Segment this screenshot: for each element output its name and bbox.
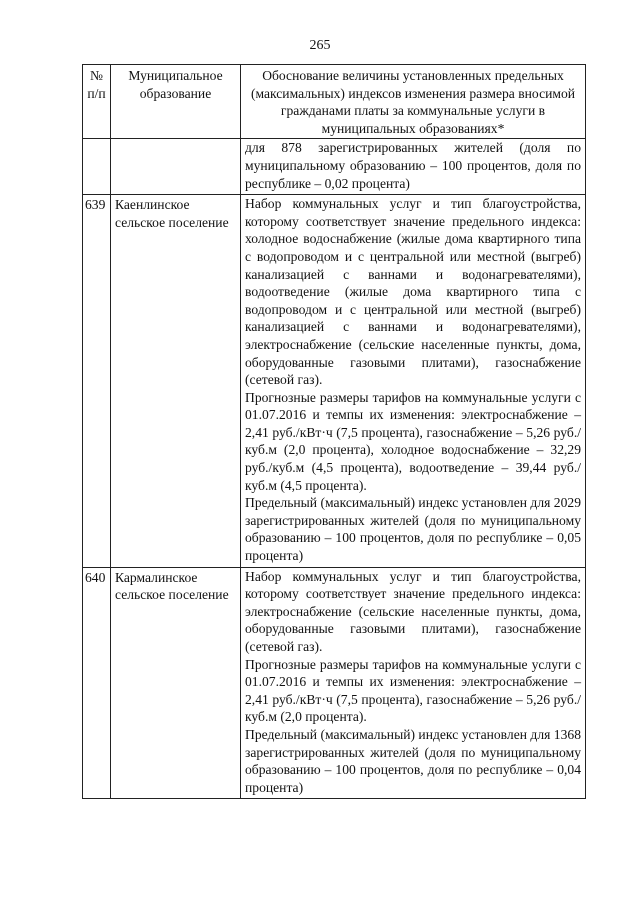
table-row bbox=[83, 195, 586, 567]
justification-paragraph: Прогнозные размеры тарифов на коммунальные услуги с 01.07.2016 и темпы их изменения: электроснабжение – 2,41 руб./кВт·ч (7,5 процента), газоснабжение – 5,26 руб./куб.м (2,0 процента), холодное водоснабжение – 32,29 руб./куб.м (4,5 процента), водоотведение – 39,44 руб./куб.м (4,5 процента). bbox=[245, 389, 581, 493]
header-municipality: Муниципальное образование bbox=[111, 65, 241, 139]
row-municipality: Кармалинское сельское поселение bbox=[111, 567, 241, 799]
row-number bbox=[83, 139, 111, 195]
row-justification bbox=[241, 567, 586, 799]
header-number-abbrev: п/п bbox=[87, 85, 106, 101]
header-justification: Обоснование величины установленных предельных (максимальных) индексов изменения размера вносимой гражданами платы за коммунальные услуги в муниципальных образованиях* bbox=[241, 65, 586, 139]
header-number-symbol: № bbox=[90, 68, 103, 83]
justification-paragraph: Прогнозные размеры тарифов на коммунальные услуги с 01.07.2016 и темпы их изменения: электроснабжение – 2,41 руб./кВт·ч (7,5 процента), газоснабжение – 5,26 руб./куб.м (2,0 процента). bbox=[245, 656, 581, 725]
row-justification bbox=[241, 195, 586, 567]
row-municipality bbox=[111, 139, 241, 195]
justification-paragraph: Предельный (максимальный) индекс установлен для 2029 зарегистрированных жителей (доля по муниципальному образованию – 100 процентов, доля по республике – 0,05 процента) bbox=[245, 495, 581, 564]
row-number: 639 bbox=[83, 195, 111, 567]
justification-paragraph: Предельный (максимальный) индекс установлен для 1368 зарегистрированных жителей (доля по муниципальному образованию – 100 процентов, доля по республике – 0,04 процента) bbox=[245, 726, 581, 795]
table-row bbox=[83, 567, 586, 799]
justification-paragraph: Набор коммунальных услуг и тип благоустройства, которому соответствует значение предельного индекса: холодное водоснабжение (жилые дома квартирного типа с водопроводом и с центральной или местной (выгреб) канализацией с ваннами и водонагревателями), водоотведение (жилые дома квартирного типа с водопроводом и с центральной или местной (выгреб) канализацией с ваннами и водонагревателями), электроснабжение (сельские населенные пункты, дома, оборудованные газовыми плитами), газоснабжение (сетевой газ). bbox=[245, 196, 581, 388]
table-row bbox=[83, 139, 586, 195]
header-number bbox=[83, 65, 111, 139]
page-number: 265 bbox=[309, 38, 331, 53]
tariff-index-table bbox=[82, 64, 586, 799]
table-header-row bbox=[83, 65, 586, 139]
row-number: 640 bbox=[83, 567, 111, 799]
justification-paragraph: для 878 зарегистрированных жителей (доля по муниципальному образованию – 100 процентов, доля по республике – 0,02 процента) bbox=[245, 140, 581, 191]
row-municipality: Каенлинское сельское поселение bbox=[111, 195, 241, 567]
row-justification bbox=[241, 139, 586, 195]
justification-paragraph: Набор коммунальных услуг и тип благоустройства, которому соответствует значение предельного индекса: электроснабжение (сельские населенные пункты, дома, оборудованные газовыми плитами), газоснабжение (сетевой газ). bbox=[245, 568, 581, 654]
